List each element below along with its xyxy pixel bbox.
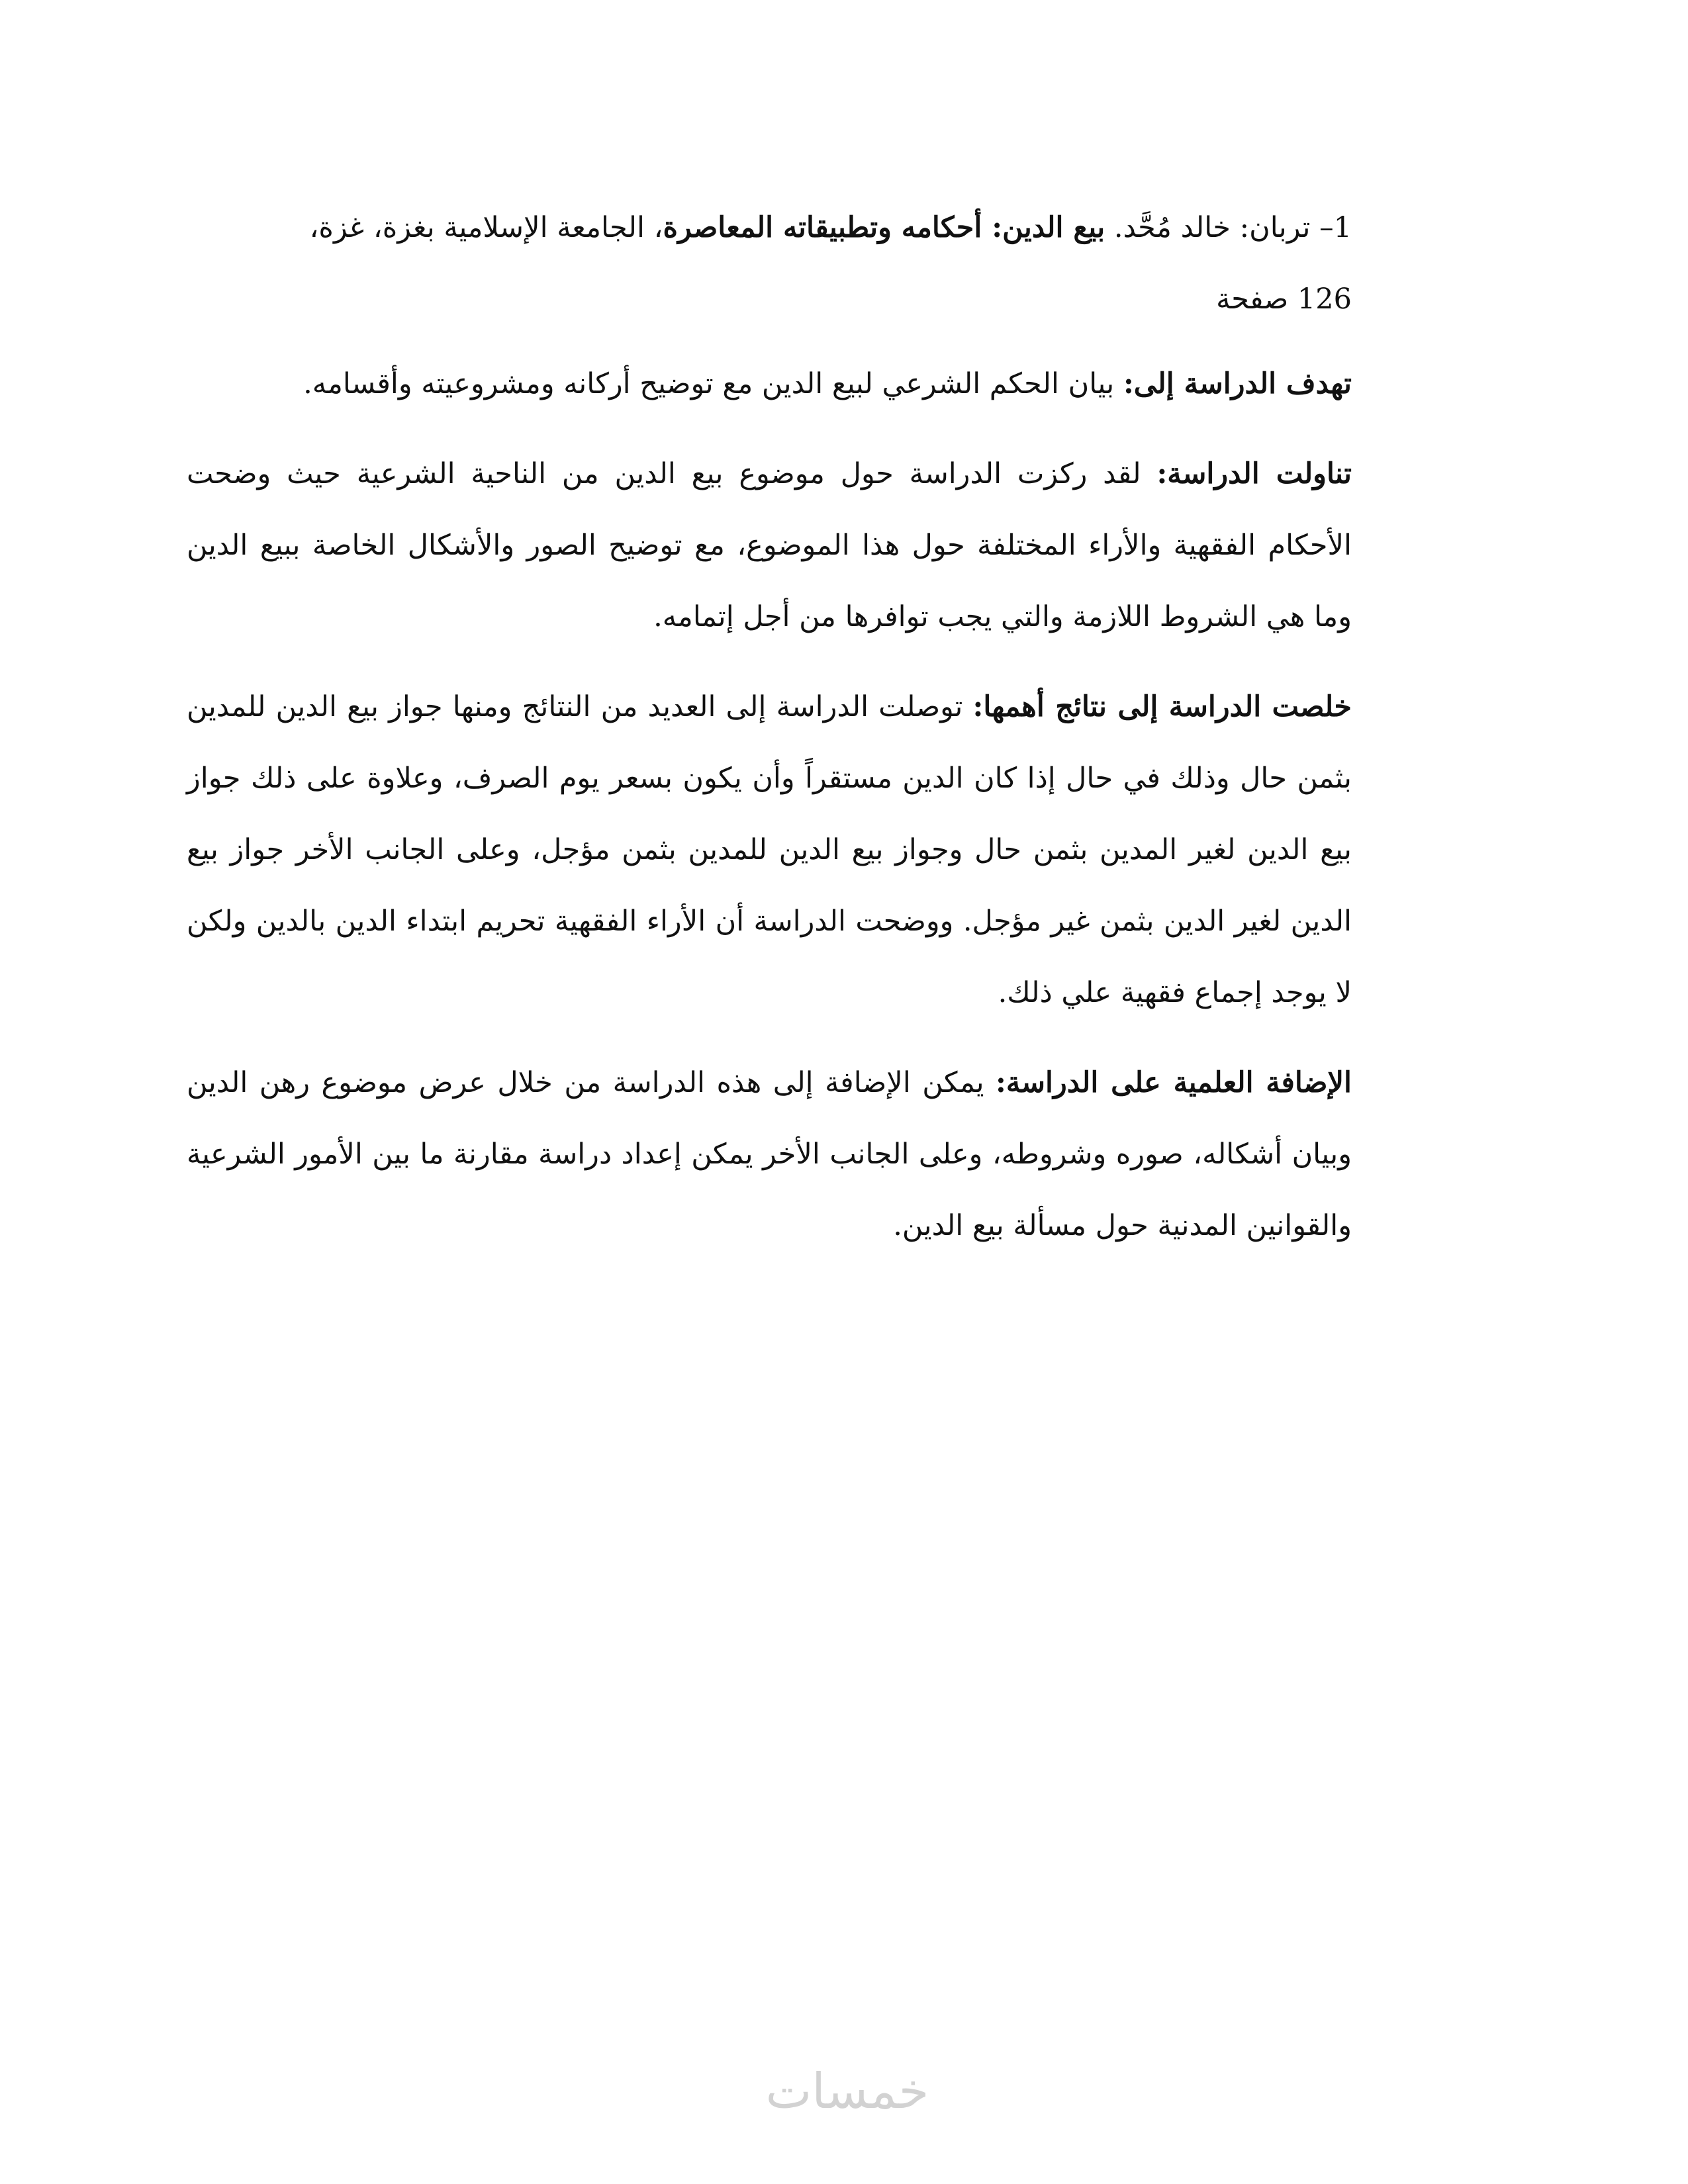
entry-pages-word: صفحة (1216, 283, 1289, 316)
reference-entry (187, 192, 1352, 335)
aim-label: تهدف الدراسة إلى: (1123, 367, 1352, 400)
entry-publisher: ، الجامعة الإسلامية بغزة، غزة، (309, 211, 663, 244)
aim-paragraph (187, 348, 1352, 420)
scope-label: تناولت الدراسة: (1156, 457, 1352, 490)
entry-title: بيع الدين: أحكامه وتطبيقاته المعاصرة (663, 211, 1105, 244)
addition-paragraph (187, 1047, 1352, 1261)
results-label: خلصت الدراسة إلى نتائج أهمها: (972, 690, 1352, 723)
entry-number: 1 (1333, 211, 1352, 244)
document-body (187, 192, 1352, 1280)
entry-pages-count: 126 (1297, 283, 1352, 316)
addition-text: يمكن الإضافة إلى هذه الدراسة من خلال عرض موضوع رهن الدين وبيان أشكاله، صوره وشروطه، وعلى الجانب الأخر يمكن إعداد دراسة مقارنة ما بين الأمور الشرعية والقوانين المدنية حول مسألة بيع الدين. (187, 1066, 1352, 1242)
scope-text: لقد ركزت الدراسة حول موضوع بيع الدين من الناحية الشرعية حيث وضحت الأحكام الفقهية والأراء المختلفة حول هذا الموضوع، مع توضيح الصور والأشكال الخاصة ببيع الدين وما هي الشروط اللازمة والتي يجب توافرها من أجل إتمامه. (187, 457, 1352, 633)
results-text: توصلت الدراسة إلى العديد من النتائج ومنها جواز بيع الدين للمدين بثمن حال وذلك في حال إذا كان الدين مستقراً وأن يكون بسعر يوم الصرف، وعلاوة على ذلك جواز بيع الدين لغير المدين بثمن حال وجواز بيع الدين للمدين بثمن مؤجل، وعلى الجانب الأخر جواز بيع الدين لغير الدين بثمن غير مؤجل. ووضحت الدراسة أن الأراء الفقهية تحريم ابتداء الدين بالدين ولكن لا يوجد إجماع فقهية علي ذلك. (187, 690, 1352, 1009)
addition-label: الإضافة العلمية على الدراسة: (996, 1066, 1352, 1099)
entry-dash: – (1319, 211, 1334, 244)
entry-author: تربان: خالد مُحَّد. (1113, 211, 1311, 244)
scope-paragraph (187, 438, 1352, 653)
results-paragraph (187, 671, 1352, 1028)
watermark-logo: خمسات (765, 2063, 929, 2120)
aim-text: بيان الحكم الشرعي لبيع الدين مع توضيح أركانه ومشروعيته وأقسامه. (303, 367, 1123, 400)
